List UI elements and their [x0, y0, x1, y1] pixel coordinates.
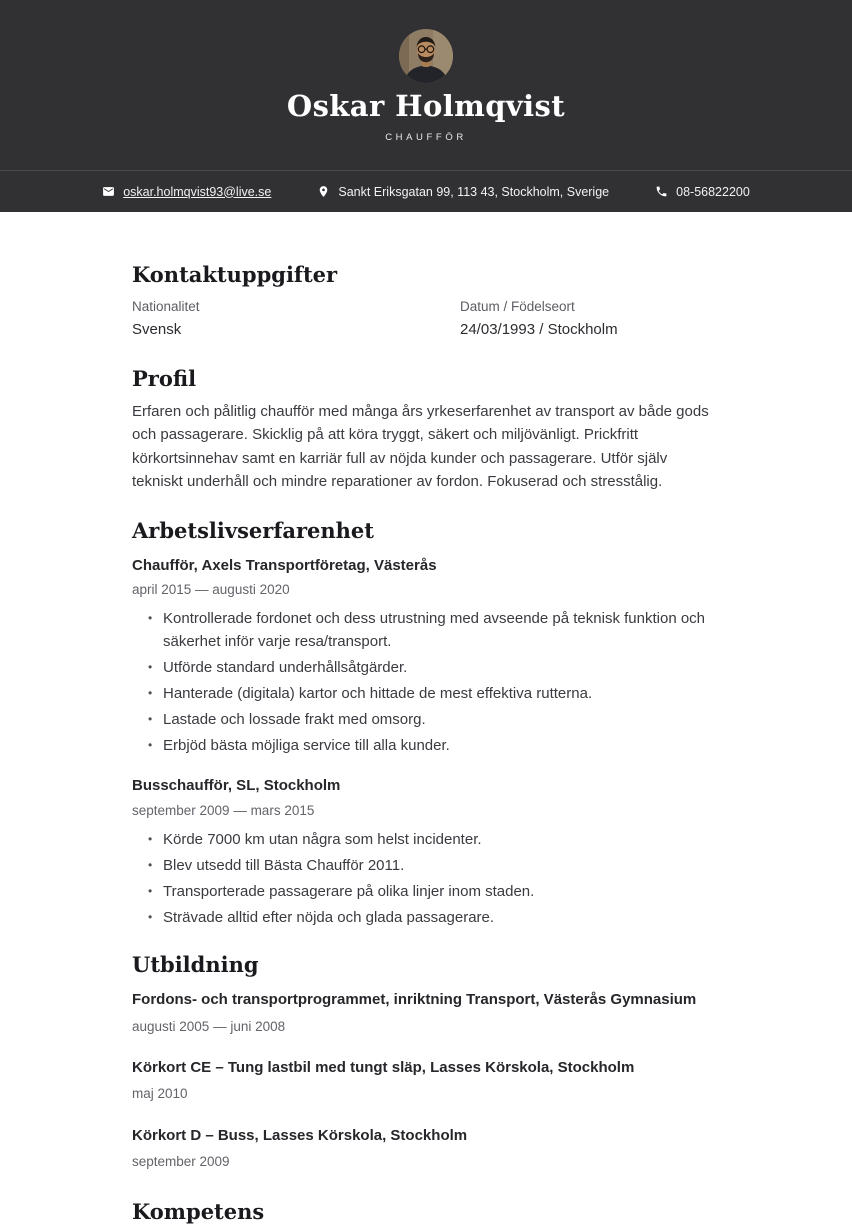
- section-experience: [132, 519, 720, 930]
- phone-icon: [655, 185, 668, 198]
- candidate-role: CHAUFFÖR: [385, 131, 467, 143]
- phone-text: 08-56822200: [676, 184, 750, 199]
- bullet-item: • Körde 7000 km utan några som helst incidenter.: [132, 828, 720, 851]
- section-profile: [132, 367, 720, 493]
- job-entry: [132, 776, 720, 929]
- job-bullets: [132, 607, 720, 757]
- email-link[interactable]: oskar.holmqvist93@live.se: [123, 184, 272, 199]
- cv-body: [0, 263, 852, 1224]
- field-value: Svensk: [132, 321, 182, 339]
- education-title: Körkort CE – Tung lastbil med tungt släp, Lasses Körskola, Stockholm: [132, 1059, 635, 1077]
- education-title: Körkort D – Buss, Lasses Körskola, Stockholm: [132, 1126, 468, 1144]
- section-heading-contact: Kontaktuppgifter: [132, 262, 338, 287]
- address-text: Sankt Eriksgatan 99, 113 43, Stockholm, Sverige: [338, 184, 610, 199]
- candidate-name: Oskar Holmqvist: [286, 89, 566, 123]
- education-title: Fordons- och transportprogrammet, inriktning Transport, Västerås Gymnasium: [132, 991, 697, 1009]
- bullet-item: • Utförde standard underhållsåtgärder.: [132, 656, 720, 679]
- bullet-item: • Transporterade passagerare på olika linjer inom staden.: [132, 880, 720, 903]
- contact-bar: [0, 170, 852, 212]
- map-pin-icon: [317, 185, 330, 198]
- field-label: Nationalitet: [132, 299, 200, 315]
- education-period: september 2009: [132, 1154, 230, 1170]
- bullet-item: • Strävade alltid efter nöjda och glada passagerare.: [132, 906, 720, 929]
- education-period: augusti 2005 — juni 2008: [132, 1018, 286, 1034]
- contact-email: [102, 185, 271, 199]
- bullet-item: • Kontrollerade fordonet och dess utrustning med avseende på teknisk funktion och säkerhet inför varje resa/transport.: [132, 607, 720, 653]
- profile-photo: [399, 29, 453, 83]
- job-period: september 2009 — mars 2015: [132, 802, 315, 818]
- contact-address: [317, 185, 609, 199]
- hero-header: [0, 0, 852, 170]
- bullet-item: • Hanterade (digitala) kartor och hittade de mest effektiva rutterna.: [132, 682, 720, 705]
- job-title: Chaufför, Axels Transportföretag, Västerås: [132, 556, 437, 574]
- avatar-illustration: [399, 29, 453, 83]
- contact-phone: [655, 185, 750, 199]
- bullet-item: • Blev utsedd till Bästa Chaufför 2011.: [132, 854, 720, 877]
- job-period: april 2015 — augusti 2020: [132, 581, 290, 597]
- education-period: maj 2010: [132, 1086, 188, 1102]
- section-contact: [132, 263, 720, 340]
- education-entry: [132, 990, 720, 1035]
- section-heading-profile: Profil: [132, 366, 197, 392]
- profile-text: Erfaren och pålitlig chaufför med många års yrkeserfarenhet av transport av både gods och passagerare. Skicklig på att köra tryggt, säkert och miljövänligt. Prickfritt körkortsinnehav samt en karriär full av nöjda kunder och passagerare. Utför själv tekniskt underhåll och mindre reparationer av fordon. Fokuserad och stresstålig.: [132, 402, 709, 490]
- section-heading-skills: Kompetens: [132, 1198, 265, 1224]
- job-entry: [132, 556, 720, 758]
- envelope-icon: [102, 185, 115, 198]
- section-skills: [132, 1200, 720, 1224]
- job-title: Busschaufför, SL, Stockholm: [132, 777, 341, 795]
- field-value: 24/03/1993 / Stockholm: [460, 321, 618, 339]
- section-education: [132, 953, 720, 1171]
- contact-fields: [132, 298, 720, 340]
- job-bullets: [132, 828, 720, 929]
- section-heading-education: Utbildning: [132, 952, 259, 978]
- field-nationality: [132, 298, 460, 340]
- education-entry: [132, 1058, 720, 1103]
- bullet-item: • Erbjöd bästa möjliga service till alla kunder.: [132, 734, 720, 757]
- bullet-item: • Lastade och lossade frakt med omsorg.: [132, 708, 720, 731]
- education-entry: [132, 1126, 720, 1171]
- section-heading-experience: Arbetslivserfarenhet: [132, 517, 374, 543]
- field-label: Datum / Födelseort: [460, 299, 575, 315]
- field-birth: [460, 298, 720, 340]
